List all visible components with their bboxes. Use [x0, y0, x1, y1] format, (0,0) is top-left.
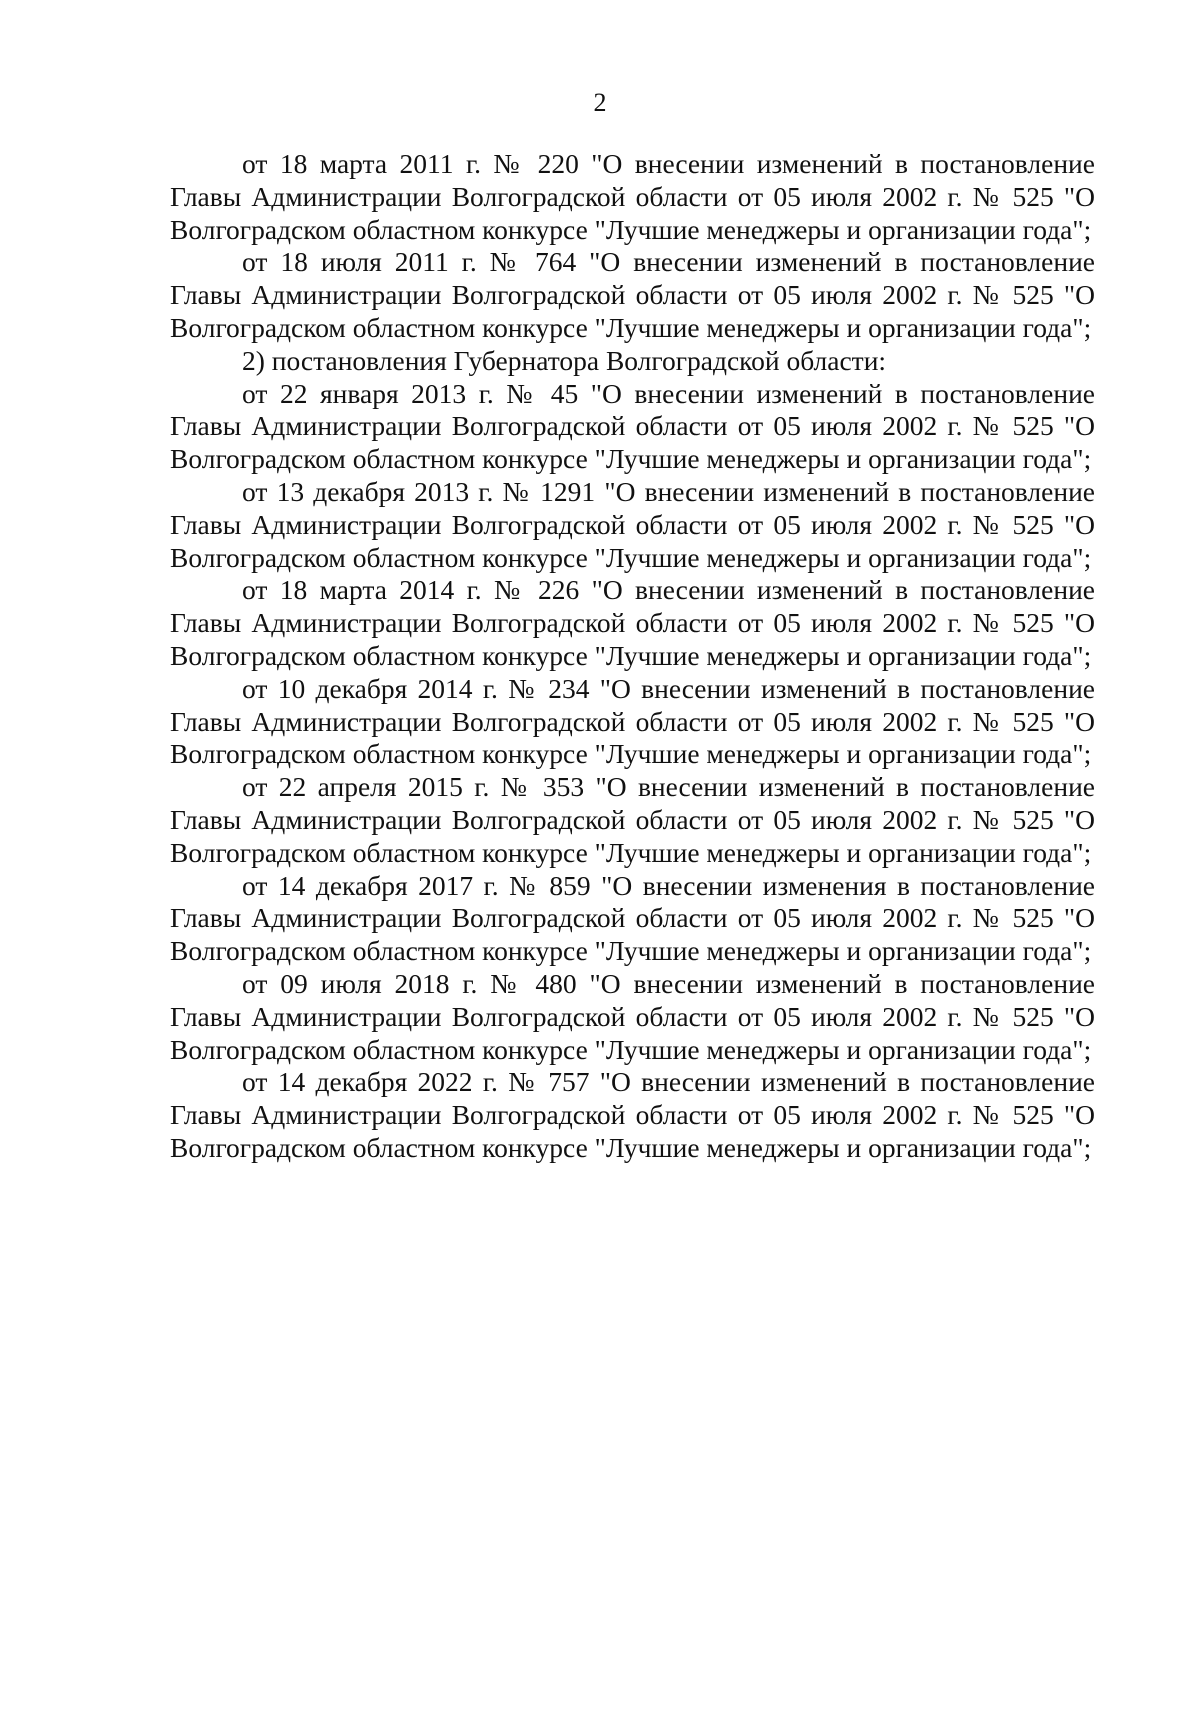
section-heading-governor-resolutions: 2) постановления Губернатора Волгоградской области: [242, 344, 887, 376]
page-number: 2 [593, 88, 607, 117]
list-item-2011-07-18: от 18 июля 2011 г. № 764 "О внесении изменений в постановление Главы Администрации Волгоградской области от 05 июля 2002 г. № 525 "О Волгоградском областном конкурсе "Лучшие менеджеры и организации года"; [170, 246, 1095, 343]
list-item-2022-12-14: от 14 декабря 2022 г. № 757 "О внесении изменений в постановление Главы Администрации Волгоградской области от 05 июля 2002 г. № 525 "О Волгоградском областном конкурсе "Лучшие менеджеры и организации года"; [170, 1066, 1095, 1163]
list-item-2014-12-10: от 10 декабря 2014 г. № 234 "О внесении изменений в постановление Главы Администрации Волгоградской области от 05 июля 2002 г. № 525 "О Волгоградском областном конкурсе "Лучшие менеджеры и организации года"; [170, 672, 1095, 770]
document-body [170, 148, 1095, 1165]
list-item-2013-01-22: от 22 января 2013 г. № 45 "О внесении изменений в постановление Главы Администрации Волгоградской области от 05 июля 2002 г. № 525 "О Волгоградском областном конкурсе "Лучшие менеджеры и организации года"; [170, 377, 1095, 475]
list-item-2013-12-13: от 13 декабря 2013 г. № 1291 "О внесении изменений в постановление Главы Администрации Волгоградской области от 05 июля 2002 г. № 525 "О Волгоградском областном конкурсе "Лучшие менеджеры и организации года"; [170, 475, 1095, 573]
list-item-2017-12-14: от 14 декабря 2017 г. № 859 "О внесении изменения в постановление Главы Администрации Волгоградской области от 05 июля 2002 г. № 525 "О Волгоградском областном конкурсе "Лучшие менеджеры и организации года"; [170, 869, 1095, 967]
list-item-2014-03-18: от 18 марта 2014 г. № 226 "О внесении изменений в постановление Главы Администрации Волгоградской области от 05 июля 2002 г. № 525 "О Волгоградском областном конкурсе "Лучшие менеджеры и организации года"; [170, 574, 1095, 671]
list-item-2015-04-22: от 22 апреля 2015 г. № 353 "О внесении изменений в постановление Главы Администрации Волгоградской области от 05 июля 2002 г. № 525 "О Волгоградском областном конкурсе "Лучшие менеджеры и организации года"; [170, 771, 1095, 868]
list-item-2018-07-09: от 09 июля 2018 г. № 480 "О внесении изменений в постановление Главы Администрации Волгоградской области от 05 июля 2002 г. № 525 "О Волгоградском областном конкурсе "Лучшие менеджеры и организации года"; [170, 967, 1095, 1065]
list-item-2011-03-18: от 18 марта 2011 г. № 220 "О внесении изменений в постановление Главы Администрации Волгоградской области от 05 июля 2002 г. № 525 "О Волгоградском областном конкурсе "Лучшие менеджеры и организации года"; [170, 148, 1095, 245]
